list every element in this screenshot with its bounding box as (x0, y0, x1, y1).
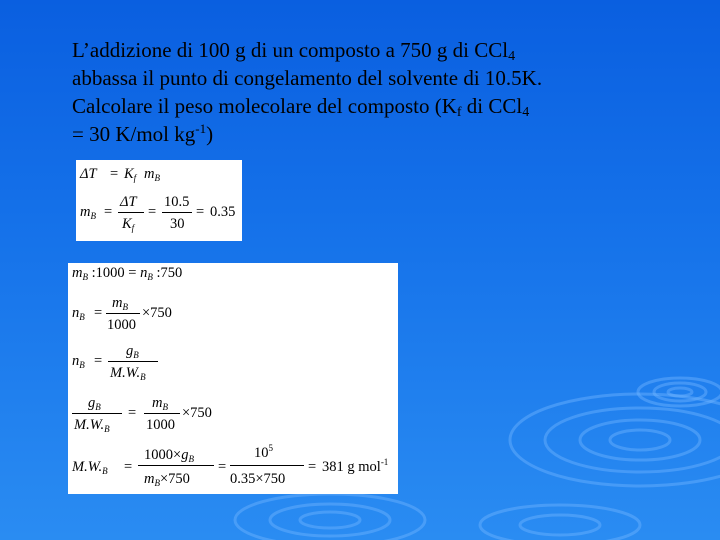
eq1-equals: = (110, 166, 119, 182)
row2-times: ×750 (142, 305, 172, 321)
row1-proportion: $m_B$ :1000 = $n_B$ :750 (72, 265, 183, 282)
row3-denominator: $M.W._B$ (110, 365, 146, 382)
eq2-fraction-bar-1 (118, 212, 144, 213)
eq2-equals-1: = (104, 204, 113, 220)
row4-denominator-mw: $M.W._B$ (74, 417, 110, 434)
row2-fraction-bar (106, 313, 140, 314)
row4-equals: = (128, 405, 137, 421)
row3-fraction-bar (108, 361, 158, 362)
row4-numerator-g: $g_B$ (88, 395, 101, 412)
eq1-kf: $K_f$ (124, 166, 137, 183)
problem-line-3: Calcolare il peso molecolare del composto ($K_f$ di CCl$_4$ (72, 94, 530, 120)
row4-numerator-m: $m_B$ (152, 395, 168, 412)
row4-times: ×750 (182, 405, 212, 421)
row4-fraction-bar-2 (144, 413, 180, 414)
row3-equals: = (94, 353, 103, 369)
eq2-denominator-kf: $K_f$ (122, 216, 135, 233)
row5-fraction-bar-2 (230, 465, 304, 466)
row2-numerator: $m_B$ (112, 295, 128, 312)
eq2-equals-2: = (148, 204, 157, 220)
row5-denominator-1: $m_B\times 750$ (144, 471, 190, 488)
eq2-mb: $m_B$ (80, 204, 96, 221)
equation-image-molecular-weight (68, 263, 398, 494)
row5-denominator-2: 0.35×750 (230, 471, 286, 487)
eq2-equals-3: = (196, 204, 205, 220)
row5-result: 381 g mol$^{-1}$ (322, 457, 389, 475)
row5-equals-1: = (124, 459, 133, 475)
row5-fraction-bar-1 (138, 465, 214, 466)
eq2-numerator-delta-t: ΔT (120, 194, 137, 210)
eq1-mb: $m_B$ (144, 166, 160, 183)
row4-fraction-bar-1 (72, 413, 122, 414)
problem-statement (72, 36, 672, 148)
row5-numerator-1: $1000\times g_B$ (144, 447, 194, 464)
row5-mw: $M.W._B$ (72, 459, 108, 476)
row3-nb: $n_B$ (72, 353, 85, 370)
problem-line-4: = 30 K/mol $kg^{-1}$) (72, 121, 214, 146)
row4-denominator: 1000 (146, 417, 175, 433)
eq2-result: 0.35 (210, 204, 236, 220)
row5-numerator-2: $10^5$ (254, 443, 273, 461)
eq1-delta-t: ΔT (80, 166, 97, 182)
problem-line-2: abbassa il punto di congelamento del solvente di 10.5K. (72, 66, 543, 90)
equation-image-freezing-point (76, 160, 242, 241)
eq2-denominator-value: 30 (170, 216, 185, 232)
row2-nb: $n_B$ (72, 305, 85, 322)
row5-equals-2: = (218, 459, 227, 475)
problem-line-1: L’addizione di 100 g di un composto a 750 g di CCl$_4$ (72, 38, 516, 64)
row5-equals-3: = (308, 459, 317, 475)
row3-numerator: $g_B$ (126, 343, 139, 360)
row2-denominator: 1000 (107, 317, 136, 333)
row2-equals: = (94, 305, 103, 321)
eq2-fraction-bar-2 (162, 212, 192, 213)
eq2-numerator-value: 10.5 (164, 194, 190, 210)
